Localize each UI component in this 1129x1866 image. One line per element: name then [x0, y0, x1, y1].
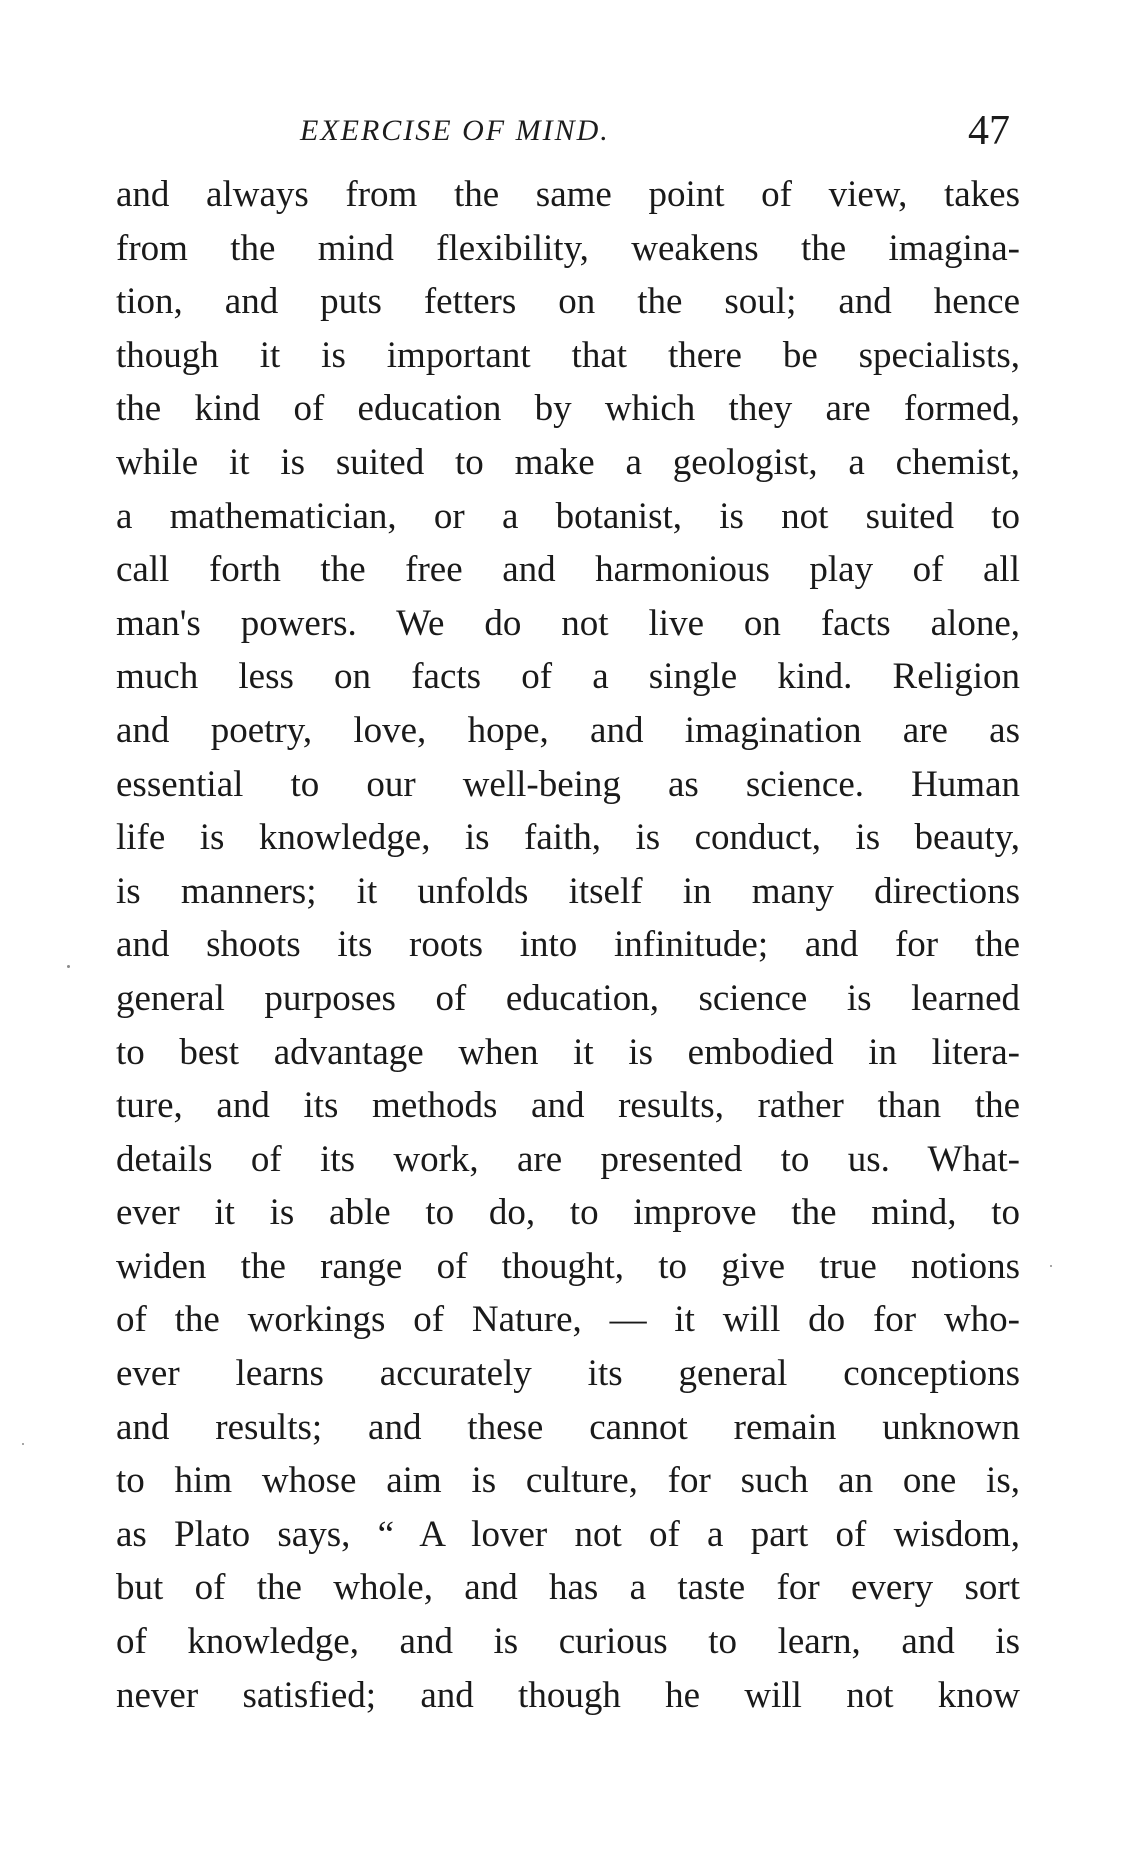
text-line: call forth the free and harmonious play of all [116, 549, 1020, 591]
body-text [116, 168, 1020, 1722]
text-line: tion, and puts fetters on the soul; and hence [116, 281, 1020, 323]
text-line: widen the range of thought, to give true notions [116, 1245, 1020, 1287]
text-line: ever learns accurately its general conceptions [116, 1353, 1020, 1395]
page-number: 47 [968, 108, 1010, 154]
scan-speck [22, 1443, 24, 1445]
scan-speck [67, 965, 70, 968]
text-line: of knowledge, and is curious to learn, and is [116, 1621, 1020, 1663]
text-line: a mathematician, or a botanist, is not suited to [116, 495, 1020, 537]
scan-speck [1050, 1265, 1052, 1267]
text-line: much less on facts of a single kind. Religion [116, 656, 1020, 698]
text-line: life is knowledge, is faith, is conduct, is beauty, [116, 817, 1020, 859]
text-line: the kind of education by which they are formed, [116, 388, 1020, 430]
text-line: never satisfied; and though he will not know [116, 1674, 1020, 1716]
text-line: essential to our well-being as science. Human [116, 763, 1020, 805]
text-line: though it is important that there be specialists, [116, 334, 1020, 376]
text-line: of the workings of Nature, — it will do for who- [116, 1299, 1020, 1341]
text-line: and poetry, love, hope, and imagination are as [116, 709, 1020, 751]
text-line: but of the whole, and has a taste for every sort [116, 1567, 1020, 1609]
text-line: general purposes of education, science is learned [116, 977, 1020, 1019]
text-line: from the mind flexibility, weakens the imagina- [116, 227, 1020, 269]
text-line: to him whose aim is culture, for such an one is, [116, 1460, 1020, 1502]
text-line: as Plato says, “ A lover not of a part of wisdom, [116, 1513, 1020, 1555]
text-line: while it is suited to make a geologist, a chemist, [116, 441, 1020, 483]
text-line: ever it is able to do, to improve the mind, to [116, 1192, 1020, 1234]
text-line: man's powers. We do not live on facts alone, [116, 602, 1020, 644]
running-head: EXERCISE OF MIND. [300, 114, 610, 147]
text-line: to best advantage when it is embodied in litera- [116, 1031, 1020, 1073]
text-line: details of its work, are presented to us. What- [116, 1138, 1020, 1180]
text-line: and results; and these cannot remain unknown [116, 1406, 1020, 1448]
text-line: ture, and its methods and results, rather than the [116, 1085, 1020, 1127]
text-line: and shoots its roots into infinitude; and for the [116, 924, 1020, 966]
text-line: and always from the same point of view, takes [116, 174, 1020, 215]
text-line: is manners; it unfolds itself in many directions [116, 870, 1020, 912]
